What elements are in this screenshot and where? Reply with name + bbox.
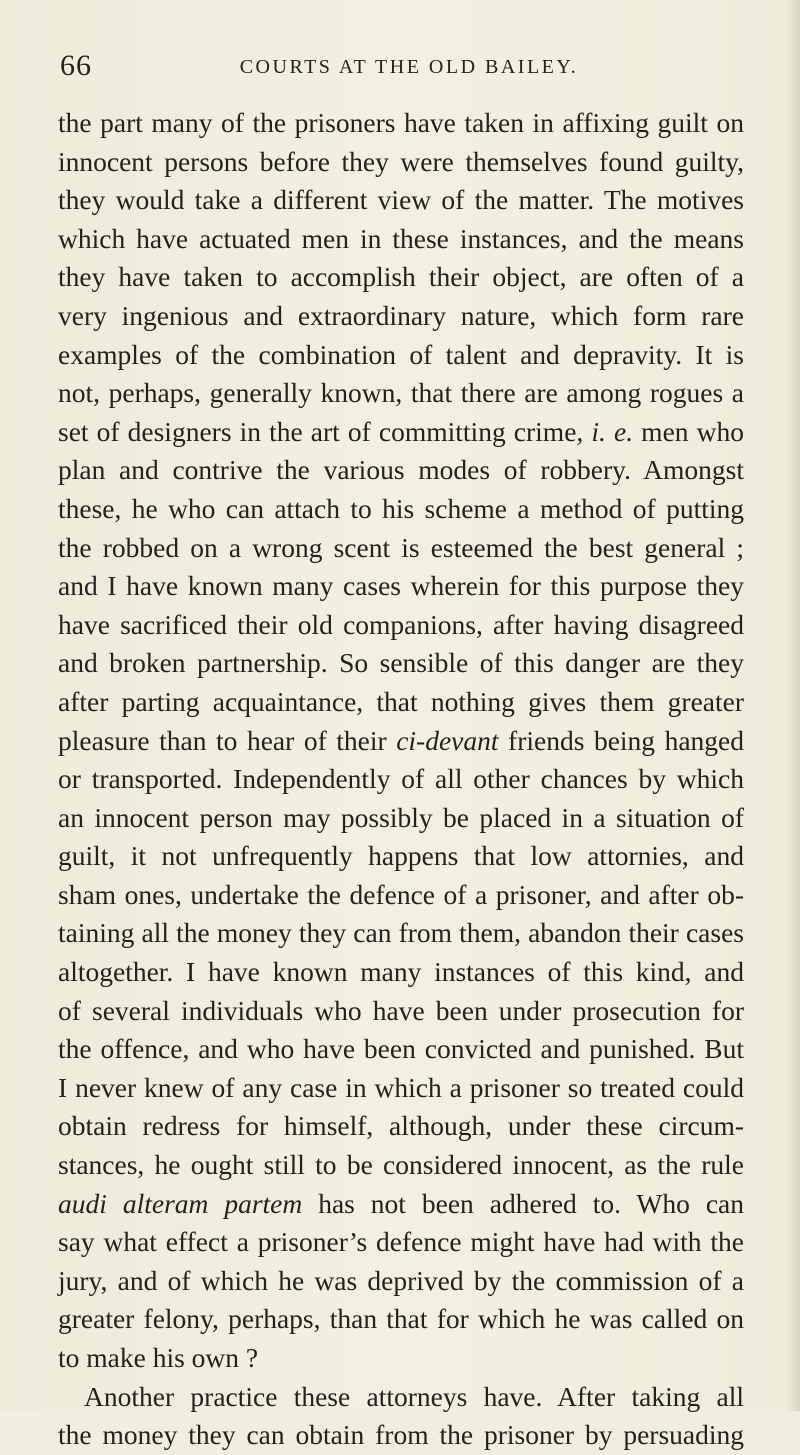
italic-phrase: ci-devant: [396, 724, 499, 756]
text-line: they would take a different view of the matter. The motives: [58, 184, 744, 216]
italic-phrase: i. e.: [591, 415, 634, 447]
page-edge-shadow: [786, 0, 800, 1411]
running-head: COURTS AT THE OLD BAILEY.: [239, 56, 579, 78]
text-line: sham ones, undertake the defence of a prisoner, and after ob-: [58, 878, 744, 910]
text-line: stances, he ought still to be considered innocent, as the rule: [58, 1149, 744, 1181]
text-segment: men who: [633, 415, 744, 447]
text-line: [58, 1185, 744, 1224]
text-line: the part many of the prisoners have taken in affixing guilt on: [58, 107, 744, 138]
text-segment: friends being hanged: [498, 724, 744, 756]
text-line: innocent persons before they were themselves found guilty,: [58, 145, 744, 177]
text-line: not, perhaps, generally known, that there are among rogues a: [58, 377, 744, 409]
text-line: examples of the combination of talent and depravity. It is: [58, 338, 744, 370]
text-line: the money they can obtain from the prisoner by persuading: [58, 1419, 744, 1451]
text-line: they have taken to accomplish their object, are often of a: [58, 261, 744, 293]
text-line: have sacrificed their old companions, after having disagreed: [58, 608, 744, 640]
text-line: I never knew of any case in which a prisoner so treated could: [58, 1071, 744, 1103]
text-line: to make his own ?: [58, 1342, 259, 1373]
text-line: the robbed on a wrong scent is esteemed the best general ;: [58, 531, 744, 563]
text-line: plan and contrive the various modes of robbery. Amongst: [58, 454, 744, 486]
text-line: an innocent person may possibly be placed in a situation of: [58, 801, 744, 833]
text-segment: has not been adhered to. Who can: [302, 1187, 744, 1219]
body-text: [58, 104, 744, 1455]
text-line: Another practice these attorneys have. After taking all: [84, 1380, 744, 1412]
page-number: 66: [60, 49, 92, 82]
text-line: say what effect a prisoner’s defence might have had with the: [58, 1226, 744, 1258]
text-line: [58, 722, 744, 761]
page-header: [60, 48, 746, 84]
text-line: obtain redress for himself, although, under these circum-: [58, 1110, 744, 1142]
text-line: the offence, and who have been convicted and punished. But: [58, 1033, 744, 1065]
text-line: taining all the money they can from them, abandon their cases: [58, 917, 744, 949]
text-segment: pleasure than to hear of their: [58, 724, 397, 756]
text-segment: set of designers in the art of committing crime,: [58, 415, 592, 447]
text-line: and I have known many cases wherein for this purpose they: [58, 570, 744, 602]
text-line: guilt, it not unfrequently happens that low attornies, and: [58, 840, 744, 872]
text-line: greater felony, perhaps, than that for which he was called on: [58, 1303, 744, 1335]
italic-phrase: audi alteram partem: [58, 1187, 303, 1219]
text-line: these, he who can attach to his scheme a method of putting: [58, 492, 744, 524]
text-line: and broken partnership. So sensible of this danger are they: [58, 647, 744, 679]
text-line: or transported. Independently of all other chances by which: [58, 763, 744, 795]
text-line: altogether. I have known many instances of this kind, and: [58, 956, 744, 988]
text-line: which have actuated men in these instances, and the means: [58, 222, 744, 254]
text-line: jury, and of which he was deprived by the commission of a: [58, 1264, 744, 1296]
text-line: very ingenious and extraordinary nature, which form rare: [58, 299, 744, 331]
text-line: of several individuals who have been under prosecution for: [58, 994, 744, 1026]
text-line: [58, 413, 744, 452]
text-line: after parting acquaintance, that nothing gives them greater: [58, 685, 744, 717]
